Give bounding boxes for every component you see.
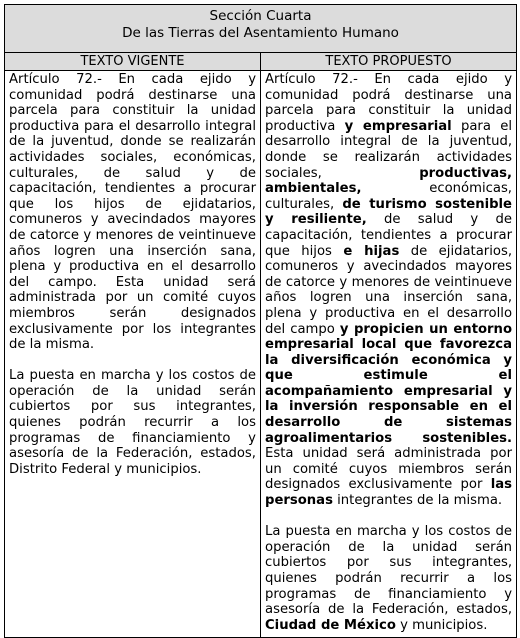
text-segment: integrantes de la misma. bbox=[332, 493, 503, 509]
added-text: y empresarial bbox=[344, 118, 452, 134]
proposed-funding-paragraph bbox=[265, 524, 512, 633]
text-segment: económicas, culturales, bbox=[265, 181, 513, 212]
added-text: las personas bbox=[265, 477, 513, 509]
column-header-row bbox=[5, 53, 517, 71]
column-header-proposed: TEXTO PROPUESTO bbox=[261, 53, 517, 71]
section-title: De las Tierras del Asentamiento Humano bbox=[122, 25, 399, 41]
added-text: y propicien un entorno empresarial local que favorezca la diversificación económica y que estimule el acompañamiento empresarial y la inversión responsable en el desarrollo de sistemas agroalimentarios sostenibles. bbox=[265, 321, 513, 446]
text-segment: de salud y de capacitación, tendientes a procurar que hijos bbox=[265, 212, 513, 259]
column-header-current: TEXTO VIGENTE bbox=[5, 53, 261, 71]
comparison-document bbox=[4, 4, 516, 638]
text-segment: de ejidatarios, comuneros y avecindados mayores de catorce y menores de veintinueve años logren una inserción sana, plena y productiva en el desarrollo del campo bbox=[265, 243, 513, 337]
comparison-table bbox=[4, 4, 517, 638]
proposed-article-paragraph bbox=[265, 72, 512, 509]
proposed-text-cell bbox=[261, 71, 517, 638]
section-header bbox=[5, 5, 517, 53]
text-segment: La puesta en marcha y los costos de operación de la unidad serán cubiertos por sus integrantes, quienes podrán recurrir a los programas de financiamiento y asesoría de la Federación, estados, bbox=[265, 524, 513, 618]
text-segment: para el desarrollo integral de la juventud, donde se realizarán actividades sociales, bbox=[265, 118, 513, 181]
text-segment: Artículo 72.- En cada ejido y comunidad podrá destinarse una parcela para constituir la unidad productiva bbox=[265, 72, 513, 134]
section-number: Sección Cuarta bbox=[209, 8, 312, 24]
text-segment: y municipios. bbox=[395, 617, 488, 633]
current-funding-paragraph: La puesta en marcha y los costos de operación de la unidad serán cubiertos por sus integrantes, quienes podrán recurrir a los programas de financiamiento y asesoría de la Federación, estados, Distrito Federal y municipios. bbox=[9, 368, 256, 477]
current-article-paragraph: Artículo 72.- En cada ejido y comunidad podrá destinarse una parcela para constituir la unidad productiva para el desarrollo integral de la juventud, donde se realizarán actividades sociales, económicas, culturales, de salud y de capacitación, tendientes a procurar que los hijos de ejidatarios, comuneros y avecindados mayores de catorce y menores de veintinueve años logren una inserción sana, plena y productiva en el desarrollo del campo. Esta unidad será administrada por un comité cuyos miembros serán designados exclusivamente por los integrantes de la misma. bbox=[9, 72, 256, 353]
content-row bbox=[5, 71, 517, 638]
text-segment: Esta unidad será administrada por un comité cuyos miembros serán designados exclusivamente por bbox=[265, 446, 513, 493]
current-text-cell bbox=[5, 71, 261, 638]
added-text: Ciudad de México bbox=[265, 617, 396, 633]
section-header-row bbox=[5, 5, 517, 53]
added-text: e hijas bbox=[343, 243, 400, 259]
added-text: productivas, ambientales, bbox=[265, 165, 513, 197]
added-text: de turismo sostenible y resiliente, bbox=[265, 196, 513, 228]
